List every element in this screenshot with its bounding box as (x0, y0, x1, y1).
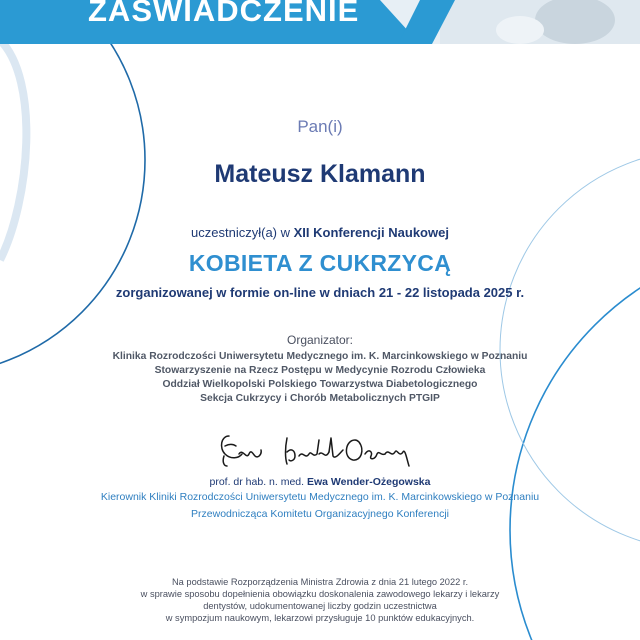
conference-title: KOBIETA Z CUKRZYCĄ (188, 250, 452, 276)
legal-note-line: dentystów, udokumentowanej liczby godzin uczestnictwa (203, 601, 437, 611)
signatory-name-line (0, 476, 640, 488)
handwritten-signature (215, 430, 425, 472)
participation-line (0, 225, 640, 240)
organizer-line: Stowarzyszenie na Rzecz Postępu w Medycynie Rozrodu Człowieka (154, 365, 486, 376)
legal-note-line: w sprawie sposobu dopełnienia obowiązku doskonalenia zawodowego lekarzy i lekarzy (140, 589, 500, 599)
conference-event: XII Konferencji Naukowej (293, 225, 449, 240)
signatory-role: Przewodnicząca Komitetu Organizacyjnego Konferencji (191, 508, 449, 520)
conference-details: zorganizowanej w formie on-line w dniach 21 - 22 listopada 2025 r. (115, 285, 525, 300)
organizer-line: Klinika Rozrodczości Uniwersytetu Medycznego im. K. Marcinkowskiego w Poznaniu (112, 351, 528, 362)
participation-prefix: uczestniczył(a) w (191, 225, 294, 240)
signatory-role: Kierownik Kliniki Rozrodczości Uniwersytetu Medycznego im. K. Marcinkowskiego w Poznaniu (100, 491, 540, 503)
legal-note-line: Na podstawie Rozporządzenia Ministra Zdrowia z dnia 21 lutego 2022 r. (171, 577, 469, 587)
organizer-label: Organizator: (286, 333, 354, 347)
organizer-line: Oddział Wielkopolski Polskiego Towarzystwa Diabetologicznego (162, 379, 478, 390)
signatory-degree: prof. dr hab. n. med. (209, 476, 307, 488)
organizer-line: Sekcja Cukrzycy i Chorób Metabolicznych PTGIP (200, 393, 440, 404)
decor-arc-right-inner (500, 150, 640, 550)
recipient-name: Mateusz Klamann (214, 160, 426, 188)
salutation: Pan(i) (297, 117, 343, 136)
certificate-title: ZASWIADCZENIE (88, 0, 360, 28)
legal-note-line: w sympozjum naukowym, lekarzowi przysługuje 10 punktów edukacyjnych. (165, 613, 475, 623)
signatory-name: Ewa Wender-Ożegowska (306, 476, 431, 488)
